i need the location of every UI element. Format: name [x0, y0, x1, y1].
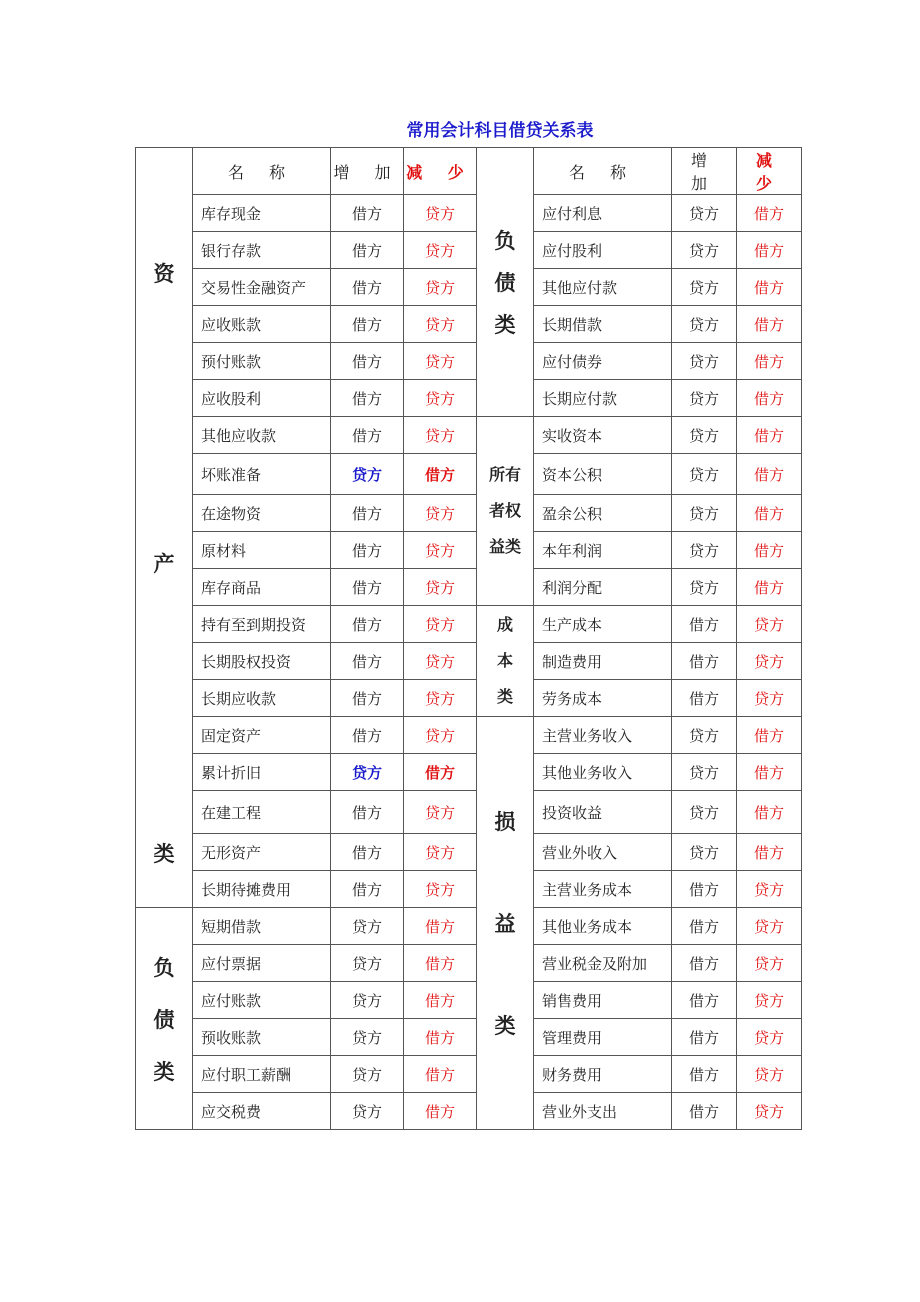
increase-side: 借方: [331, 306, 404, 343]
category-equity: [477, 417, 534, 606]
increase-side-right: 贷方: [672, 306, 737, 343]
table-row: [136, 343, 802, 380]
increase-side: 贷方: [331, 1019, 404, 1056]
decrease-side: 贷方: [404, 606, 477, 643]
category-equity-char: 者权: [488, 501, 521, 520]
account-name-right: 应付债券: [534, 343, 672, 380]
table-row: [136, 417, 802, 454]
decrease-side: 借方: [404, 908, 477, 945]
account-name-right: 制造费用: [534, 643, 672, 680]
category-profit-loss: [477, 717, 534, 1130]
account-name: 交易性金融资产: [193, 269, 331, 306]
table-row: [136, 908, 802, 945]
account-name: 无形资产: [193, 834, 331, 871]
table-row: [136, 1056, 802, 1093]
increase-side-right: 借方: [672, 643, 737, 680]
category-liability-left: [136, 908, 193, 1130]
account-name-right: 其他应付款: [534, 269, 672, 306]
increase-side: 贷方: [331, 1093, 404, 1130]
account-name: 应付职工薪酬: [193, 1056, 331, 1093]
decrease-side: 贷方: [404, 643, 477, 680]
account-name: 应收账款: [193, 306, 331, 343]
decrease-side: 借方: [404, 754, 477, 791]
account-name-right: 营业外收入: [534, 834, 672, 871]
decrease-side: 贷方: [404, 871, 477, 908]
table-row: [136, 495, 802, 532]
account-name: 银行存款: [193, 232, 331, 269]
account-name: 应付票据: [193, 945, 331, 982]
table-row: [136, 754, 802, 791]
decrease-side-right: 贷方: [737, 945, 802, 982]
account-name-right: 长期应付款: [534, 380, 672, 417]
account-name: 短期借款: [193, 908, 331, 945]
account-name: 长期应收款: [193, 680, 331, 717]
account-name-right: 财务费用: [534, 1056, 672, 1093]
account-name-right: 利润分配: [534, 569, 672, 606]
increase-side: 借方: [331, 680, 404, 717]
increase-side: 借方: [331, 717, 404, 754]
decrease-side: 贷方: [404, 232, 477, 269]
decrease-side: 贷方: [404, 195, 477, 232]
decrease-side: 贷方: [404, 791, 477, 834]
account-name-right: 营业税金及附加: [534, 945, 672, 982]
category-equity-char: 益类: [488, 537, 521, 556]
increase-side-right: 贷方: [672, 754, 737, 791]
increase-side-right: 贷方: [672, 454, 737, 495]
account-name-right: 盈余公积: [534, 495, 672, 532]
increase-side: 借方: [331, 606, 404, 643]
account-name-right: 其他业务成本: [534, 908, 672, 945]
increase-side-right: 贷方: [672, 343, 737, 380]
decrease-side: 贷方: [404, 380, 477, 417]
table-row: [136, 1019, 802, 1056]
decrease-side-right: 贷方: [737, 908, 802, 945]
table-row: [136, 606, 802, 643]
decrease-side: 借方: [404, 982, 477, 1019]
table-row: [136, 982, 802, 1019]
category-cost-char: 成: [496, 615, 513, 634]
category-liability-left-char: 类: [153, 1059, 175, 1084]
increase-side: 借方: [331, 791, 404, 834]
decrease-side-right: 借方: [737, 232, 802, 269]
account-name-right: 劳务成本: [534, 680, 672, 717]
decrease-side: 贷方: [404, 834, 477, 871]
page-title: 常用会计科目借贷关系表: [406, 121, 594, 141]
increase-side: 贷方: [331, 454, 404, 495]
category-liability-left-char: 债: [153, 1007, 175, 1032]
decrease-side-right: 借方: [737, 834, 802, 871]
account-name: 长期股权投资: [193, 643, 331, 680]
table-row: [136, 791, 802, 834]
table-row: [136, 834, 802, 871]
account-name: 累计折旧: [193, 754, 331, 791]
account-name: 预付账款: [193, 343, 331, 380]
account-name-right: 销售费用: [534, 982, 672, 1019]
increase-side: 借方: [331, 195, 404, 232]
decrease-side: 贷方: [404, 417, 477, 454]
header-row: [136, 148, 802, 195]
decrease-side: 借方: [404, 1093, 477, 1130]
decrease-side-right: 借方: [737, 532, 802, 569]
increase-side: 贷方: [331, 908, 404, 945]
category-profit-loss-char: 损: [494, 810, 516, 834]
decrease-side-right: 借方: [737, 343, 802, 380]
account-name-right: 主营业务收入: [534, 717, 672, 754]
account-name: 原材料: [193, 532, 331, 569]
increase-side-right: 借方: [672, 1056, 737, 1093]
account-name: 应交税费: [193, 1093, 331, 1130]
increase-side: 贷方: [331, 1056, 404, 1093]
increase-side-right: 贷方: [672, 532, 737, 569]
decrease-side-right: 贷方: [737, 871, 802, 908]
increase-side: 借方: [331, 834, 404, 871]
category-asset-char: 产: [153, 551, 175, 576]
increase-side: 贷方: [331, 945, 404, 982]
increase-side: 贷方: [331, 754, 404, 791]
account-name-right: 应付股利: [534, 232, 672, 269]
table-row: [136, 454, 802, 495]
increase-side-right: 贷方: [672, 380, 737, 417]
account-name: 库存现金: [193, 195, 331, 232]
decrease-side-right: 贷方: [737, 1093, 802, 1130]
header-decrease: 减 少: [404, 148, 477, 195]
table-row: [136, 945, 802, 982]
increase-side-right: 借方: [672, 871, 737, 908]
decrease-side-right: 借方: [737, 717, 802, 754]
table-row: [136, 717, 802, 754]
increase-side-right: 贷方: [672, 195, 737, 232]
increase-side-right: 贷方: [672, 269, 737, 306]
category-liability-right: 负 债 类: [477, 148, 534, 417]
decrease-side-right: 借方: [737, 269, 802, 306]
decrease-side: 贷方: [404, 569, 477, 606]
decrease-side-right: 借方: [737, 306, 802, 343]
increase-side: 借方: [331, 643, 404, 680]
category-asset: [136, 148, 193, 908]
account-name-right: 投资收益: [534, 791, 672, 834]
increase-side: 借方: [331, 343, 404, 380]
header-name-right: 名 称: [534, 148, 672, 195]
decrease-side: 贷方: [404, 680, 477, 717]
increase-side: 借方: [331, 232, 404, 269]
account-name: 在建工程: [193, 791, 331, 834]
increase-side-right: 借方: [672, 606, 737, 643]
table-row: [136, 195, 802, 232]
table-row: [136, 643, 802, 680]
account-name: 持有至到期投资: [193, 606, 331, 643]
increase-side-right: 贷方: [672, 717, 737, 754]
increase-side-right: 借方: [672, 680, 737, 717]
account-name: 应付账款: [193, 982, 331, 1019]
account-name: 长期待摊费用: [193, 871, 331, 908]
decrease-side: 借方: [404, 454, 477, 495]
decrease-side: 借方: [404, 945, 477, 982]
increase-side-right: 贷方: [672, 569, 737, 606]
decrease-side: 借方: [404, 1019, 477, 1056]
header-increase-right: 增 加: [672, 148, 737, 195]
decrease-side: 贷方: [404, 495, 477, 532]
category-equity-char: 所有: [488, 465, 521, 484]
account-name-right: 营业外支出: [534, 1093, 672, 1130]
increase-side-right: 贷方: [672, 834, 737, 871]
decrease-side-right: 贷方: [737, 606, 802, 643]
account-name: 预收账款: [193, 1019, 331, 1056]
increase-side: 借方: [331, 417, 404, 454]
debit-credit-table: [135, 147, 802, 1130]
increase-side-right: 贷方: [672, 495, 737, 532]
account-name: 其他应收款: [193, 417, 331, 454]
table-row: [136, 380, 802, 417]
account-name: 库存商品: [193, 569, 331, 606]
account-name: 在途物资: [193, 495, 331, 532]
decrease-side: 贷方: [404, 269, 477, 306]
category-cost-char: 类: [496, 687, 513, 706]
table-row: [136, 680, 802, 717]
category-cost: [477, 606, 534, 717]
increase-side-right: 借方: [672, 1093, 737, 1130]
table-row: [136, 232, 802, 269]
decrease-side: 贷方: [404, 532, 477, 569]
decrease-side-right: 贷方: [737, 680, 802, 717]
header-decrease-right: 减 少: [737, 148, 802, 195]
increase-side-right: 贷方: [672, 417, 737, 454]
account-name: 坏账准备: [193, 454, 331, 495]
table-row: [136, 871, 802, 908]
account-name: 应收股利: [193, 380, 331, 417]
table-row: [136, 532, 802, 569]
header-name: 名 称: [193, 148, 331, 195]
category-asset-char: 资: [153, 261, 175, 286]
increase-side: 借方: [331, 269, 404, 306]
account-name-right: 资本公积: [534, 454, 672, 495]
increase-side-right: 贷方: [672, 232, 737, 269]
table-body: [136, 148, 802, 1130]
increase-side: 借方: [331, 871, 404, 908]
decrease-side: 贷方: [404, 306, 477, 343]
decrease-side-right: 借方: [737, 195, 802, 232]
category-asset-char: 类: [153, 841, 175, 866]
account-name-right: 其他业务收入: [534, 754, 672, 791]
category-profit-loss-char: 类: [494, 1014, 516, 1038]
decrease-side-right: 借方: [737, 791, 802, 834]
decrease-side: 贷方: [404, 343, 477, 380]
account-name-right: 管理费用: [534, 1019, 672, 1056]
decrease-side-right: 贷方: [737, 643, 802, 680]
account-name-right: 生产成本: [534, 606, 672, 643]
table-row: [136, 1093, 802, 1130]
account-name-right: 主营业务成本: [534, 871, 672, 908]
decrease-side-right: 借方: [737, 380, 802, 417]
header-increase: 增 加: [331, 148, 404, 195]
table-row: [136, 306, 802, 343]
account-name-right: 应付利息: [534, 195, 672, 232]
increase-side: 借方: [331, 495, 404, 532]
table-row: [136, 569, 802, 606]
category-liability-left-char: 负: [153, 955, 175, 980]
increase-side-right: 借方: [672, 945, 737, 982]
increase-side-right: 借方: [672, 1019, 737, 1056]
increase-side: 贷方: [331, 982, 404, 1019]
increase-side: 借方: [331, 532, 404, 569]
increase-side: 借方: [331, 569, 404, 606]
decrease-side-right: 借方: [737, 417, 802, 454]
decrease-side-right: 借方: [737, 754, 802, 791]
table-row: [136, 269, 802, 306]
account-name-right: 实收资本: [534, 417, 672, 454]
decrease-side: 借方: [404, 1056, 477, 1093]
category-cost-char: 本: [496, 651, 513, 670]
increase-side-right: 贷方: [672, 791, 737, 834]
increase-side-right: 借方: [672, 908, 737, 945]
increase-side-right: 借方: [672, 982, 737, 1019]
category-profit-loss-char: 益: [494, 912, 516, 936]
decrease-side-right: 贷方: [737, 982, 802, 1019]
decrease-side-right: 贷方: [737, 1019, 802, 1056]
decrease-side: 贷方: [404, 717, 477, 754]
decrease-side-right: 借方: [737, 495, 802, 532]
decrease-side-right: 借方: [737, 454, 802, 495]
increase-side: 借方: [331, 380, 404, 417]
account-name-right: 本年利润: [534, 532, 672, 569]
account-name-right: 长期借款: [534, 306, 672, 343]
decrease-side-right: 借方: [737, 569, 802, 606]
decrease-side-right: 贷方: [737, 1056, 802, 1093]
account-name: 固定资产: [193, 717, 331, 754]
